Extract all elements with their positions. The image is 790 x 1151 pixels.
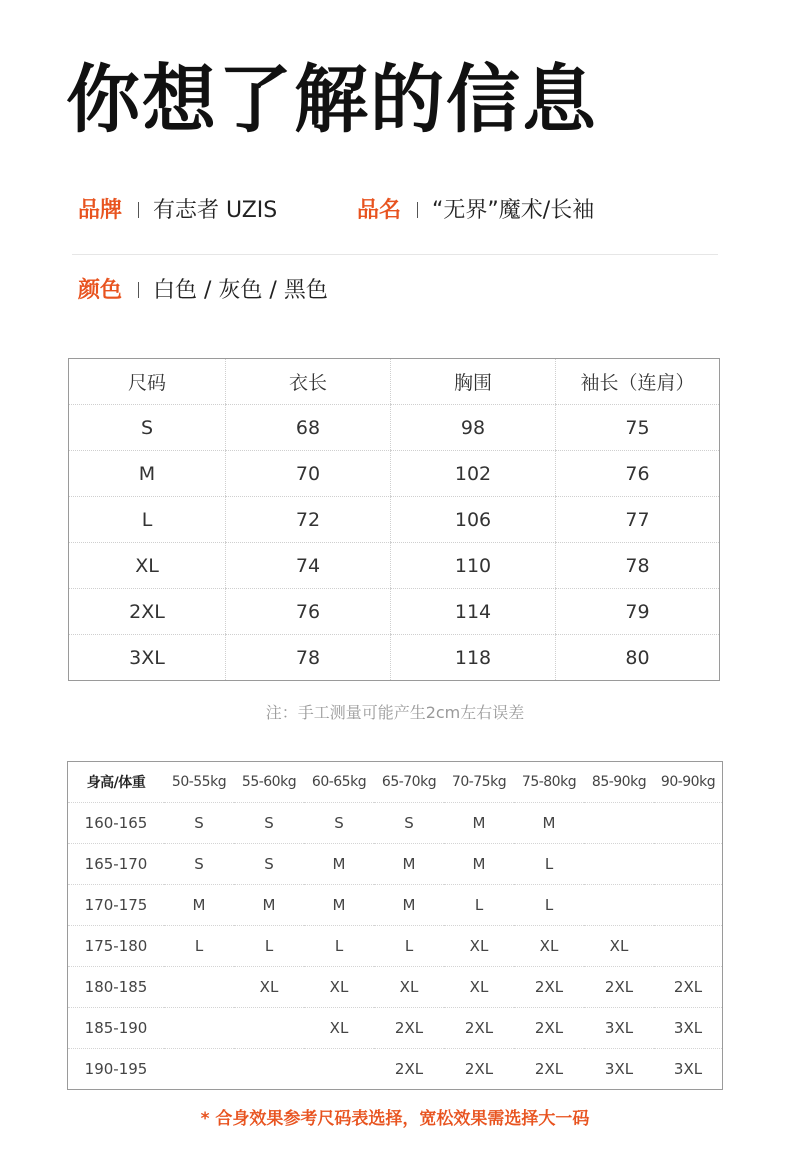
size-table-cell: M: [69, 451, 226, 497]
recommendation-table-cell: M: [444, 803, 514, 844]
recommendation-header-cell: 身高/体重: [68, 762, 165, 803]
recommendation-table-cell: S: [234, 844, 304, 885]
size-table-cell: 76: [226, 589, 391, 635]
recommendation-header-cell: 70-75kg: [444, 762, 514, 803]
size-table-cell: 76: [556, 451, 720, 497]
size-table-row: [69, 635, 720, 681]
size-table-cell: 78: [226, 635, 391, 681]
size-table-cell: 2XL: [69, 589, 226, 635]
recommendation-table-row: [68, 1008, 723, 1049]
recommendation-table-cell: L: [304, 926, 374, 967]
recommendation-header-cell: 65-70kg: [374, 762, 444, 803]
size-table-row: [69, 589, 720, 635]
recommendation-table-cell: 2XL: [374, 1008, 444, 1049]
separator: [138, 282, 139, 298]
recommendation-table-cell: S: [164, 803, 234, 844]
divider: [72, 254, 718, 255]
size-table-cell: 74: [226, 543, 391, 589]
recommendation-table-cell: XL: [304, 1008, 374, 1049]
recommendation-header-cell: 50-55kg: [164, 762, 234, 803]
recommendation-table-row: [68, 803, 723, 844]
recommendation-table-cell: M: [514, 803, 584, 844]
recommendation-table: [67, 761, 723, 1090]
recommendation-table-cell: L: [444, 885, 514, 926]
recommendation-table-cell: L: [374, 926, 444, 967]
recommendation-table-cell: [304, 1049, 374, 1090]
recommendation-table-cell: L: [164, 926, 234, 967]
recommendation-table-cell: S: [304, 803, 374, 844]
recommendation-table-cell: M: [374, 885, 444, 926]
recommendation-table-cell: M: [374, 844, 444, 885]
product-name-value: “无界”魔术/长袖: [432, 198, 595, 223]
recommendation-header-cell: 60-65kg: [304, 762, 374, 803]
recommendation-header-cell: 75-80kg: [514, 762, 584, 803]
size-header-cell: 衣长: [226, 359, 391, 405]
size-table-cell: 68: [226, 405, 391, 451]
recommendation-table-row: [68, 967, 723, 1008]
recommendation-table-cell: XL: [304, 967, 374, 1008]
size-table-row: [69, 543, 720, 589]
product-name-label: 品名: [357, 198, 402, 223]
brand-value: 有志者 UZIS: [153, 198, 278, 223]
size-table-cell: 79: [556, 589, 720, 635]
recommendation-table-row: [68, 926, 723, 967]
color-label: 颜色: [78, 278, 123, 303]
recommendation-table-cell: 160-165: [68, 803, 165, 844]
recommendation-table-cell: 2XL: [394, 1060, 424, 1078]
recommendation-table-cell: 3XL: [584, 1008, 654, 1049]
recommendation-table-cell: M: [304, 844, 374, 885]
size-table-cell: 72: [226, 497, 391, 543]
recommendation-table-cell: 175-180: [68, 926, 165, 967]
size-table: [68, 358, 720, 681]
recommendation-table-cell: S: [234, 803, 304, 844]
recommendation-table-cell: XL: [444, 926, 514, 967]
page-title: 你想了解的信息: [66, 57, 598, 143]
recommendation-table-cell: S: [164, 844, 234, 885]
recommendation-table-cell: S: [374, 803, 444, 844]
recommendation-table-cell: 3XL: [604, 1060, 634, 1078]
recommendation-table-row: [68, 885, 723, 926]
product-name-row: [357, 196, 594, 226]
separator: [417, 202, 418, 218]
size-table-cell: 110: [391, 543, 556, 589]
recommendation-table-cell: [234, 1008, 304, 1049]
size-table-cell: 77: [556, 497, 720, 543]
recommendation-table-cell: [164, 1008, 234, 1049]
recommendation-table-cell: L: [234, 926, 304, 967]
recommendation-table-cell: M: [234, 885, 304, 926]
size-table-cell: 80: [556, 635, 720, 681]
size-header-cell: 袖长（连肩）: [556, 359, 720, 405]
recommendation-table-cell: L: [514, 885, 584, 926]
brand-label: 品牌: [78, 198, 123, 223]
recommendation-table-cell: 3XL: [654, 1008, 723, 1049]
recommendation-header-cell: 55-60kg: [234, 762, 304, 803]
recommendation-table-cell: [654, 803, 723, 844]
recommendation-table-cell: 2XL: [464, 1060, 494, 1078]
recommendation-table-cell: [654, 926, 723, 967]
recommendation-table-cell: 2XL: [514, 1008, 584, 1049]
recommendation-table-cell: XL: [234, 967, 304, 1008]
recommendation-table-cell: 2XL: [514, 967, 584, 1008]
recommendation-table-cell: 2XL: [534, 1060, 564, 1078]
recommendation-table-cell: 180-185: [68, 967, 165, 1008]
recommendation-table-cell: 3XL: [673, 1060, 703, 1078]
color-row: [78, 276, 328, 306]
recommendation-table-cell: M: [444, 844, 514, 885]
recommendation-table-cell: 2XL: [444, 1008, 514, 1049]
recommendation-table-cell: XL: [514, 926, 584, 967]
size-table-row: [69, 497, 720, 543]
separator: [138, 202, 139, 218]
recommendation-table-cell: L: [514, 844, 584, 885]
recommendation-table-cell: M: [164, 885, 234, 926]
recommendation-table-cell: [584, 885, 654, 926]
recommendation-header-cell: 90-90kg: [654, 762, 723, 803]
size-table-header: [69, 359, 720, 405]
recommendation-table-cell: [234, 1049, 304, 1090]
recommendation-table-cell: 2XL: [654, 967, 723, 1008]
recommendation-table-cell: XL: [374, 967, 444, 1008]
size-table-cell: 75: [556, 405, 720, 451]
size-table-cell: 114: [391, 589, 556, 635]
size-table-cell: L: [69, 497, 226, 543]
fit-footnote: * 合身效果参考尺码表选择，宽松效果需选择大一码: [200, 1109, 590, 1129]
size-table-cell: 70: [226, 451, 391, 497]
recommendation-header-cell: 85-90kg: [584, 762, 654, 803]
size-table-cell: 98: [391, 405, 556, 451]
size-header-cell: 尺码: [69, 359, 226, 405]
recommendation-table-cell: 170-175: [68, 885, 165, 926]
brand-row: [78, 196, 277, 226]
recommendation-table-row: [68, 1049, 723, 1090]
recommendation-table-row: [68, 844, 723, 885]
recommendation-table-cell: M: [304, 885, 374, 926]
recommendation-table-cell: [164, 1049, 234, 1090]
recommendation-table-cell: [654, 844, 723, 885]
size-table-cell: 102: [391, 451, 556, 497]
recommendation-table-cell: 2XL: [584, 967, 654, 1008]
size-table-cell: XL: [69, 543, 226, 589]
size-table-cell: S: [69, 405, 226, 451]
recommendation-table-cell: 165-170: [68, 844, 165, 885]
color-value: 白色 / 灰色 / 黑色: [153, 278, 328, 303]
size-table-cell: 3XL: [129, 646, 165, 669]
recommendation-table-cell: [164, 967, 234, 1008]
recommendation-table-cell: 190-195: [84, 1060, 148, 1078]
recommendation-table-cell: 185-190: [68, 1008, 165, 1049]
size-table-row: [69, 405, 720, 451]
size-table-cell: 106: [391, 497, 556, 543]
size-table-row: [69, 451, 720, 497]
size-table-cell: 78: [556, 543, 720, 589]
recommendation-table-header: [68, 762, 723, 803]
recommendation-table-cell: [584, 844, 654, 885]
recommendation-table-cell: XL: [444, 967, 514, 1008]
recommendation-table-cell: [654, 885, 723, 926]
recommendation-table-cell: [584, 803, 654, 844]
size-table-cell: 118: [391, 635, 556, 681]
measurement-note: 注：手工测量可能产生2cm左右误差: [265, 703, 525, 722]
recommendation-table-cell: XL: [584, 926, 654, 967]
size-header-cell: 胸围: [391, 359, 556, 405]
